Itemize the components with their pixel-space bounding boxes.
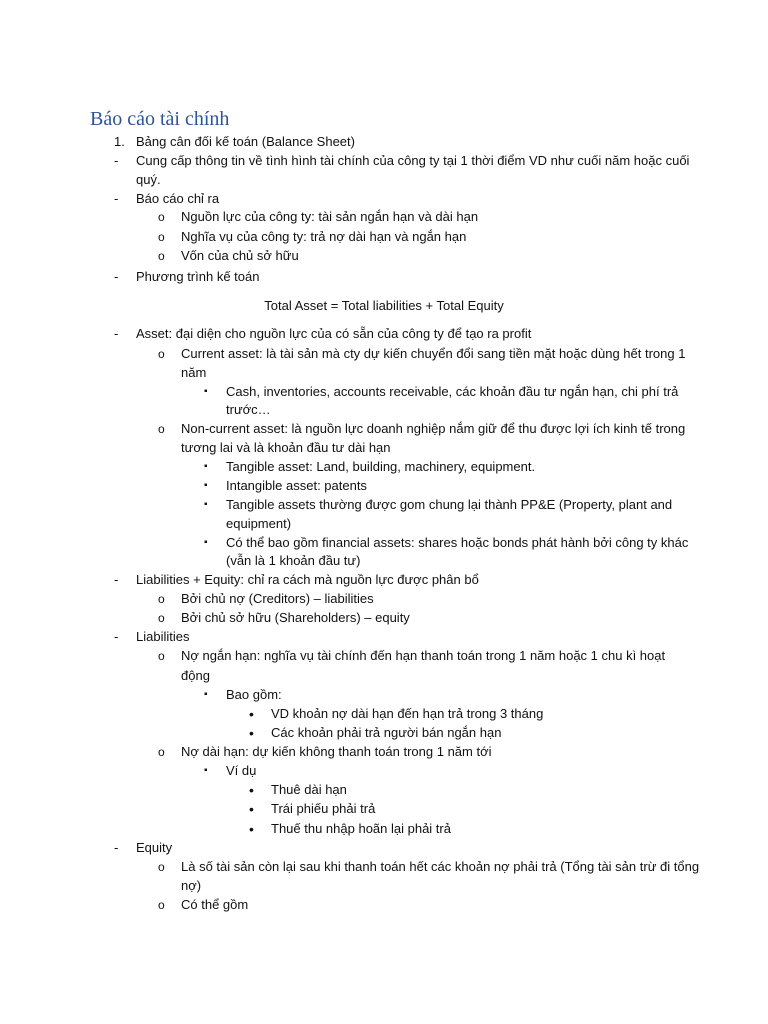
text-line: Có thể gồm: [181, 897, 249, 912]
dot-bullet: •: [249, 725, 254, 741]
text-line: Tangible assets thường được gom chung lại thành PP&E (Property, plant and: [226, 497, 673, 512]
text-line: Asset: đại diện cho nguồn lực của có sẵn của công ty để tạo ra profit: [136, 326, 532, 341]
text-line: Trái phiếu phải trả: [271, 801, 376, 816]
dot-bullet: •: [249, 782, 254, 798]
text-line: Cash, inventories, accounts receivable, các khoản đầu tư ngắn hạn, chi phí trả: [226, 384, 679, 399]
dash-bullet: -: [114, 326, 119, 341]
text-line: equipment): [226, 516, 292, 531]
text-line: Nghĩa vụ của công ty: trả nợ dài hạn và ngắn hạn: [181, 229, 467, 244]
text-line: Tangible asset: Land, building, machinery, equipment.: [226, 459, 536, 474]
text-line: Current asset: là tài sản mà cty dự kiến chuyển đổi sang tiền mặt hoặc dùng hết trong 1: [181, 346, 686, 361]
dash-bullet: -: [114, 269, 119, 284]
text-line: Cung cấp thông tin về tình hình tài chính của công ty tại 1 thời điểm VD như cuối năm hoặc cuối: [136, 153, 690, 168]
text-line: Bao gồm:: [226, 687, 282, 702]
square-bullet: ▪: [204, 689, 208, 700]
dot-bullet: •: [249, 706, 254, 722]
text-line: Bởi chủ sở hữu (Shareholders) – equity: [181, 610, 410, 625]
square-bullet: ▪: [204, 461, 208, 472]
circle-bullet: o: [158, 249, 165, 263]
text-line: Ví dụ: [226, 763, 257, 778]
circle-bullet: o: [158, 230, 165, 244]
text-line: tương lai và là khoản đầu tư dài hạn: [181, 440, 391, 455]
circle-bullet: o: [158, 611, 165, 625]
text-line: Nợ dài hạn: dự kiến không thanh toán trong 1 năm tới: [181, 744, 492, 759]
dash-bullet: -: [114, 572, 119, 587]
text-line: Thuế thu nhập hoãn lại phải trả: [271, 821, 451, 836]
dash-bullet: -: [114, 629, 119, 644]
text-line: Có thể bao gồm financial assets: shares hoặc bonds phát hành bởi công ty khác: [226, 535, 689, 550]
dot-bullet: •: [249, 801, 254, 817]
circle-bullet: o: [158, 649, 165, 663]
text-line: Vốn của chủ sở hữu: [181, 248, 299, 263]
text-line: (vẫn là 1 khoản đầu tư): [226, 553, 361, 568]
circle-bullet: o: [158, 860, 165, 874]
accounting-equation: Total Asset = Total liabilities + Total Equity: [264, 298, 504, 313]
square-bullet: ▪: [204, 386, 208, 397]
square-bullet: ▪: [204, 537, 208, 548]
text-line: Nợ ngắn hạn: nghĩa vụ tài chính đến hạn thanh toán trong 1 năm hoặc 1 chu kì hoạt: [181, 648, 666, 663]
text-line: năm: [181, 365, 207, 380]
text-line: trước…: [226, 402, 271, 417]
text-line: Equity: [136, 840, 173, 855]
circle-bullet: o: [158, 347, 165, 361]
dot-bullet: •: [249, 821, 254, 837]
dash-bullet: -: [114, 840, 119, 855]
text-line: VD khoản nợ dài hạn đến hạn trả trong 3 tháng: [271, 706, 544, 721]
list-number: 1.: [114, 134, 125, 149]
circle-bullet: o: [158, 210, 165, 224]
document-title: Báo cáo tài chính: [90, 108, 230, 130]
text-line: Liabilities + Equity: chỉ ra cách mà nguồn lực được phân bổ: [136, 572, 479, 587]
text-line: Nguồn lực của công ty: tài sản ngắn hạn và dài hạn: [181, 209, 479, 224]
text-line: Bởi chủ nợ (Creditors) – liabilities: [181, 591, 374, 606]
square-bullet: ▪: [204, 765, 208, 776]
dash-bullet: -: [114, 153, 119, 168]
text-line: Intangible asset: patents: [226, 478, 367, 493]
text-line: Là số tài sản còn lại sau khi thanh toán hết các khoản nợ phải trả (Tổng tài sản trừ đi tổng: [181, 859, 700, 874]
text-line: Các khoản phải trả người bán ngắn hạn: [271, 725, 502, 740]
circle-bullet: o: [158, 898, 165, 912]
text-line: Phương trình kế toán: [136, 269, 260, 284]
text-line: Thuê dài hạn: [271, 782, 347, 797]
text-line: nợ): [181, 878, 202, 893]
circle-bullet: o: [158, 422, 165, 436]
square-bullet: ▪: [204, 480, 208, 491]
text-line: quý.: [136, 172, 161, 187]
text-line: Báo cáo chỉ ra: [136, 191, 220, 206]
text-line: Non-current asset: là nguồn lực doanh nghiệp nắm giữ để thu được lợi ích kinh tế trong: [181, 421, 686, 436]
square-bullet: ▪: [204, 499, 208, 510]
circle-bullet: o: [158, 745, 165, 759]
text-line: Liabilities: [136, 629, 190, 644]
text-line: động: [181, 668, 210, 683]
text-line: Bảng cân đối kế toán (Balance Sheet): [136, 134, 355, 149]
dash-bullet: -: [114, 191, 119, 206]
circle-bullet: o: [158, 592, 165, 606]
